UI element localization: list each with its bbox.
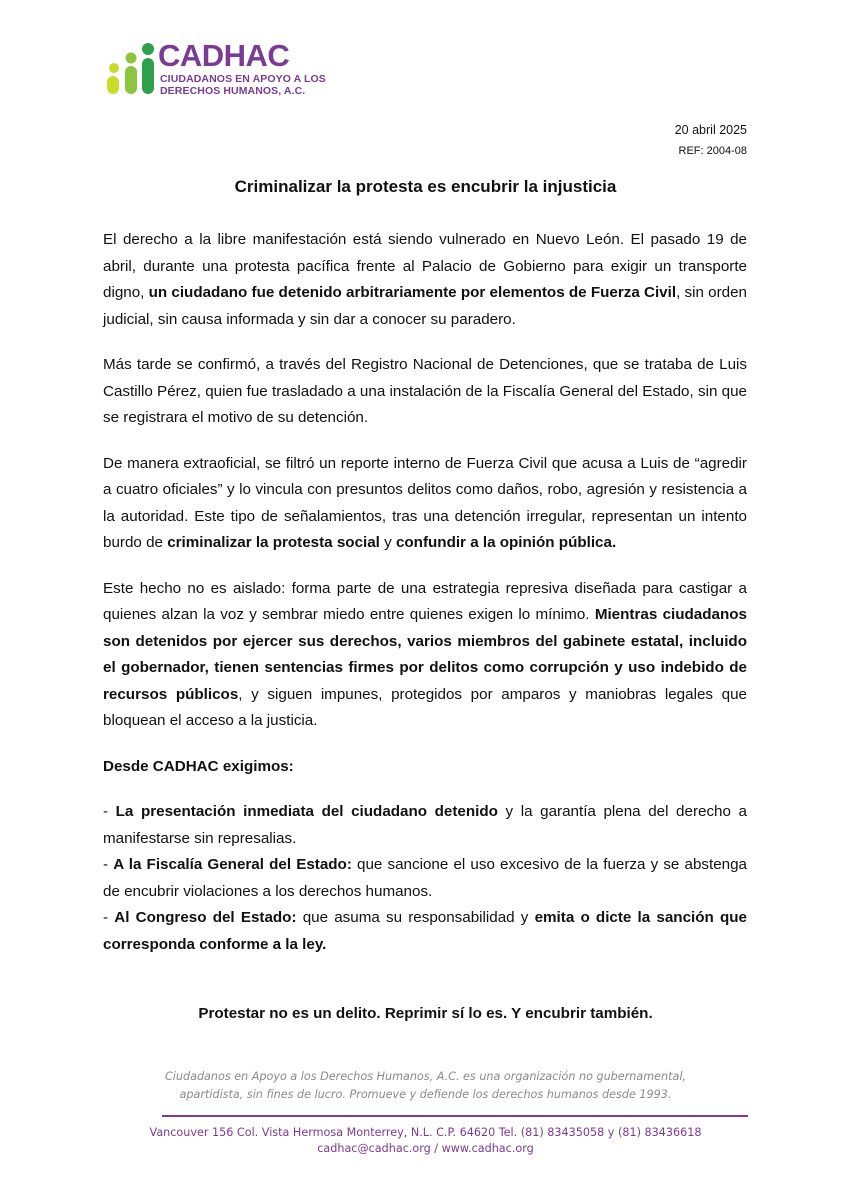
footer-note-line-1: Ciudadanos en Apoyo a los Derechos Humanos, A.C. es una organización no gubernamental, [164,1070,686,1083]
text-segment: El derecho a la libre manifestación está siendo vulnerado en Nuevo León. El pasado 19 de abril, durante una protesta pacífica frente al Palacio de Gobierno para exigir un transporte digno, [103,231,747,301]
text-segment: - [103,803,116,820]
closing-statement: Protestar no es un delito. Reprimir sí lo es. Y encubrir también. [198,1005,653,1022]
footer-contact [0,1125,851,1157]
people-logo-icon [104,42,156,96]
footer-address: Vancouver 156 Col. Vista Hermosa Monterrey, N.L. C.P. 64620 Tel. (81) 83435058 y (81) 83436618 [149,1126,702,1139]
paragraph-1 [103,227,747,333]
text-segment: Más tarde se confirmó, a través del Registro Nacional de Detenciones, que se trataba de Luis Castillo Pérez, quien fue trasladado a una instalación de la Fiscalía General del Estado, sin que se registrara el motivo de su detención. [103,356,747,426]
paragraph-3 [103,451,747,557]
text-segment: , y siguen impunes, protegidos por amparos y maniobras legales que bloquean el acceso a la justicia. [103,685,747,729]
text-segment: , sin orden judicial, sin causa informada y sin dar a conocer su paradero. [103,284,747,328]
paragraph-4 [103,576,747,735]
bold-segment: Al Congreso del Estado: [114,909,297,926]
bold-segment: confundir a la opinión pública. [395,534,617,551]
document-body [103,227,747,958]
text-segment: y la garantía plena del derecho a manifestarse sin represalias. [103,803,747,847]
brand-tagline [160,73,360,97]
demands-heading-text: Desde CADHAC exigimos: [103,757,294,775]
demand-2 [103,852,747,905]
text-segment: que asuma su responsabilidad y [296,909,535,926]
bold-segment: A la Fiscalía General del Estado: [113,856,352,873]
footer-note-line-2: apartidista, sin fines de lucro. Promueve y defiende los derechos humanos desde 1993. [179,1088,672,1101]
demands-heading [103,754,747,781]
text-segment: que sancione el uso excesivo de la fuerza y se abstenga de encubrir violaciones a los derechos humanos. [103,856,747,900]
bold-segment: emita o dicte la sanción que corresponda conforme a la ley. [103,909,747,953]
demand-3 [103,905,747,958]
text-segment: y [379,534,396,551]
document-meta [675,120,747,162]
footer-email-web[interactable]: cadhac@cadhac.org / www.cadhac.org [317,1142,534,1155]
text-segment: Este hecho no es aislado: forma parte de una estrategia represiva diseñada para castigar a quienes alzan la voz y sembrar miedo entre quienes exigen lo mínimo. [103,579,747,623]
cadhac-logo [104,40,334,100]
document-title: Criminalizar la protesta es encubrir la injusticia [234,177,617,196]
paragraph-2 [103,352,747,432]
document-ref: REF: 2004-08 [678,145,747,157]
bold-segment: criminalizar la protesta social [167,534,380,551]
demand-1 [103,799,747,852]
bold-segment: La presentación inmediata del ciudadano detenido [115,803,498,820]
brand-name: CADHAC [158,38,290,73]
footer-divider [162,1115,748,1117]
text-segment: - [103,909,115,926]
text-segment: De manera extraoficial, se filtró un reporte interno de Fuerza Civil que acusa a Luis de “agredir a cuatro oficiales” y lo vincula con presuntos delitos como daños, robo, agresión y resistencia a la autoridad. Este tipo de señalamientos, tras una detención irregular, representan un intento burdo de [103,454,747,551]
bold-segment: Mientras ciudadanos son detenidos por ejercer sus derechos, varios miembros del gabinete estatal, incluido el gobernador, tienen sentencias firmes por delitos como corrupción y uso indebido de recursos públicos [103,606,747,703]
tagline-line-1: CIUDADANOS EN APOYO A LOS [160,73,326,85]
footer-note [0,1068,851,1104]
tagline-line-2: DERECHOS HUMANOS, A.C. [160,85,306,97]
document-date: 20 abril 2025 [674,123,747,137]
bold-segment: un ciudadano fue detenido arbitrariamente por elementos de Fuerza Civil [148,284,677,301]
text-segment: - [103,856,114,873]
